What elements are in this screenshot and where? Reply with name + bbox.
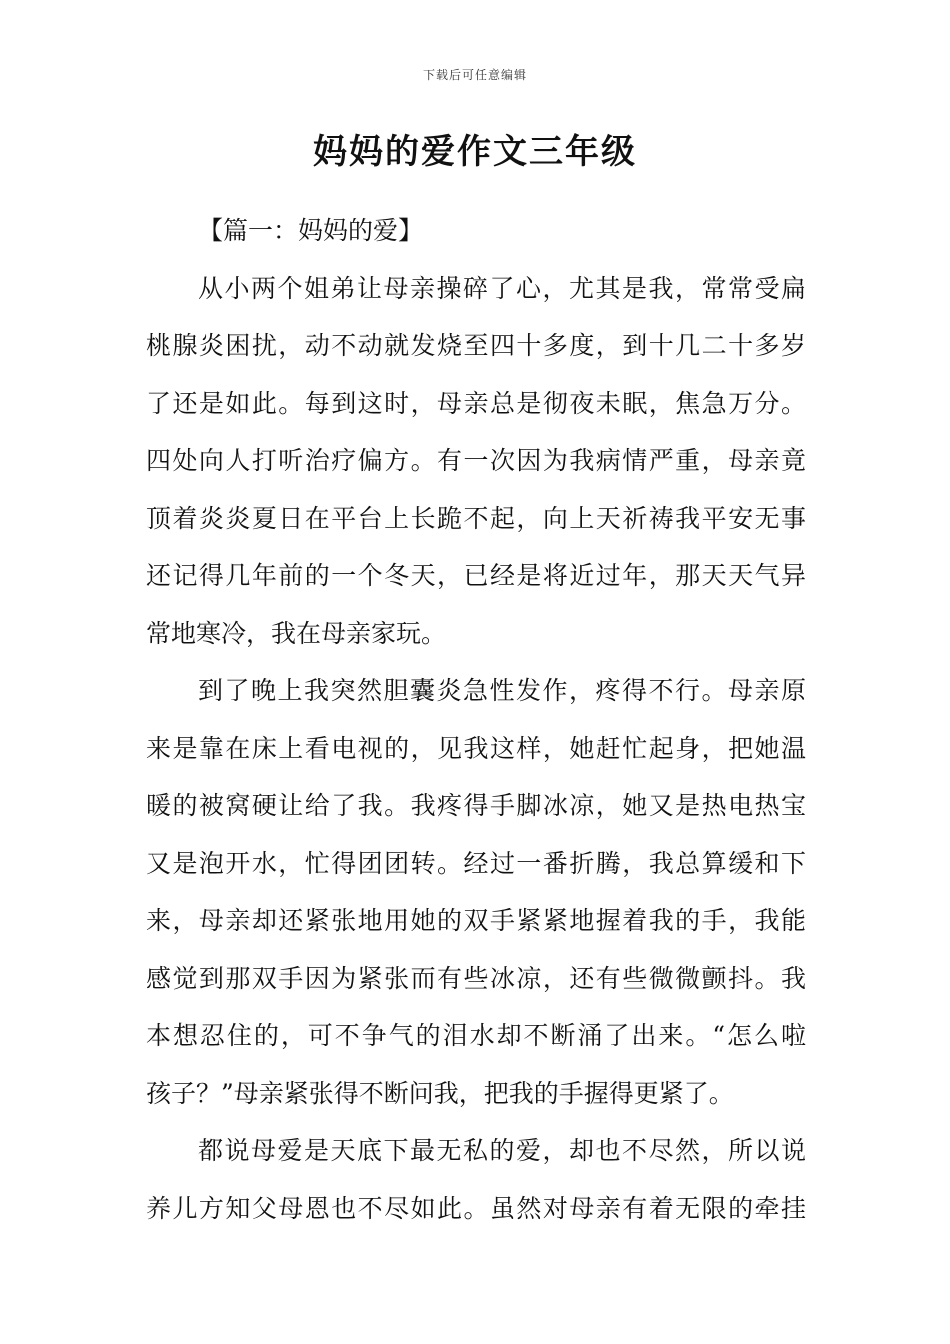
header-note: 下载后可任意编辑 (422, 68, 527, 82)
text-line: 顶着炎炎夏日在平台上长跪不起，向上天祈祷我平安无事 (146, 503, 806, 533)
text-line: 常地寒冷，我在母亲家玩。 (146, 618, 447, 648)
text-line: 又是泡开水，忙得团团转。经过一番折腾，我总算缓和下 (146, 848, 806, 878)
text-line: 还记得几年前的一个冬天，已经是将近过年，那天天气异 (146, 561, 806, 590)
document-title: 妈妈的爱作文三年级 (313, 132, 637, 172)
text-line: 养儿方知父母恩也不尽如此。虽然对母亲有着无限的牵挂 (146, 1193, 806, 1223)
text-line: 孩子？”母亲紧张得不断问我，把我的手握得更紧了。 (146, 1078, 734, 1108)
text-line: 四处向人打听治疗偏方。有一次因为我病情严重，母亲竟 (146, 446, 806, 475)
text-line: 感觉到那双手因为紧张而有些冰凉，还有些微微颤抖。我 (146, 963, 806, 993)
text-line: 本想忍住的，可不争气的泪水却不断涌了出来。“怎么啦 (146, 1021, 806, 1050)
text-line: 来，母亲却还紧张地用她的双手紧紧地握着我的手，我能 (146, 906, 806, 935)
text-line: 了还是如此。每到这时，母亲总是彻夜未眠，焦急万分。 (146, 388, 806, 418)
text-line: 来是靠在床上看电视的，见我这样，她赶忙起身，把她温 (146, 733, 806, 763)
text-line: 到了晚上我突然胆囊炎急性发作，疼得不行。母亲原 (198, 676, 806, 705)
text-line: 都说母爱是天底下最无私的爱，却也不尽然，所以说 (198, 1136, 806, 1165)
text-line: 暖的被窝硬让给了我。我疼得手脚冰凉，她又是热电热宝 (146, 791, 806, 820)
text-line: 从小两个姐弟让母亲操碎了心，尤其是我，常常受扁 (198, 273, 806, 303)
document-body (146, 202, 806, 1237)
text-line: 桃腺炎困扰，动不动就发烧至四十多度，到十几二十多岁 (146, 331, 806, 360)
section-heading: 【篇一：妈妈的爱】 (198, 216, 424, 245)
